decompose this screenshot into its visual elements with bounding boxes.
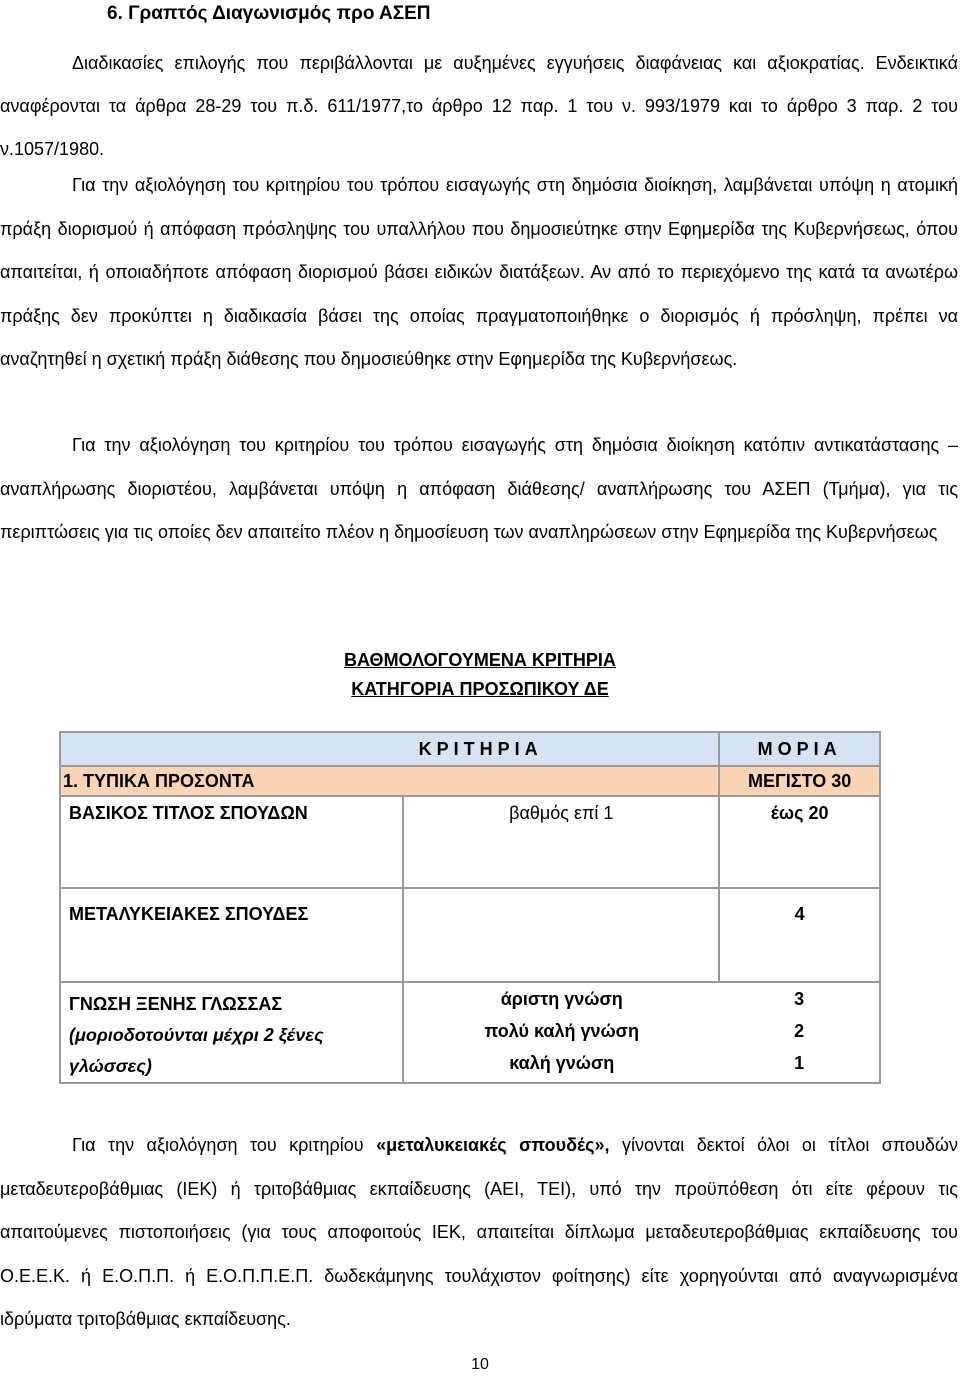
table-row — [60, 888, 880, 982]
table-title: ΒΑΘΜΟΛΟΓΟΥΜΕΝΑ ΚΡΙΤΗΡΙΑ — [344, 650, 616, 670]
section-heading: 6. Γραπτός Διαγωνισμός προ ΑΣΕΠ — [107, 3, 431, 24]
level-points: 2 — [794, 1020, 805, 1041]
level-name: καλή γνώση — [509, 1052, 615, 1073]
section-label: 1. ΤΥΠΙΚΑ ΠΡΟΣΟΝΤΑ — [60, 766, 719, 796]
language-cell — [60, 982, 403, 1083]
section-max: ΜΕΓΙΣΤΟ 30 — [719, 766, 880, 796]
level-row — [404, 1047, 879, 1079]
row-points: έως 20 — [719, 796, 880, 888]
table-subtitle: ΚΑΤΗΓΟΡΙΑ ΠΡΟΣΩΠΙΚΟΥ ΔΕ — [351, 679, 609, 699]
row-middle — [403, 888, 719, 982]
p4-start: Για την αξιολόγηση του κριτηρίου — [72, 1135, 377, 1155]
paragraph-selection-procedures: Διαδικασίες επιλογής που περιβάλλονται με αυξημένες εγγυήσεις διαφάνειας και αξιοκρατίας. Ενδεικτικά αναφέρονται τα άρθρα 28-29 του π.δ. 611/1977,το άρθρο 12 παρ. 1 του ν. 993/1979 και το άρθρο 3 παρ. 2 του ν.1057/1980. — [0, 53, 958, 159]
level-points: 3 — [794, 988, 805, 1009]
level-name: άριστη γνώση — [500, 988, 623, 1009]
p4-bold: «μεταλυκειακές σπουδές», — [376, 1135, 610, 1155]
table-row — [60, 796, 880, 888]
language-note: (μοριοδοτούνται μέχρι 2 ξένες γλώσσες) — [69, 1025, 324, 1076]
paragraph-post-secondary — [0, 1124, 958, 1342]
header-points: ΜΟΡΙΑ — [719, 732, 880, 766]
level-row — [404, 1015, 879, 1047]
page-number: 10 — [471, 1356, 489, 1373]
table-header-row — [60, 732, 880, 766]
paragraph-evaluation-appointment: Για την αξιολόγηση του κριτηρίου του τρόπου εισαγωγής στη δημόσια διοίκηση, λαμβάνεται υπόψη η ατομική πράξη διορισμού ή απόφαση πρόσληψης του υπαλλήλου που δημοσιεύτηκε στην Εφημερίδα της Κυβερνήσεως, όπου απαιτείται, ή οποιαδήποτε απόφαση διορισμού βάσει ειδικών διατάξεων. Αν από το περιεχόμενο της κατά τα ανωτέρω πράξης δεν προκύπτει η διαδικασία βάσει της οποίας πραγματοποιήθηκε ο διορισμός ή πρόσληψη, πρέπει να αναζητηθεί η σχετική πράξη διάθεσης που δημοσιεύθηκε στην Εφημερίδα της Κυβερνήσεως. — [0, 175, 958, 369]
level-row — [404, 983, 879, 1015]
language-row — [60, 982, 880, 1083]
level-name: πολύ καλή γνώση — [484, 1020, 639, 1041]
criteria-table — [59, 731, 881, 1084]
section-row — [60, 766, 880, 796]
language-levels-cell — [403, 982, 880, 1083]
row-middle: βαθμός επί 1 — [403, 796, 719, 888]
header-criteria: ΚΡΙΤΗΡΙΑ — [60, 732, 719, 766]
language-levels — [404, 983, 879, 1079]
row-label: ΒΑΣΙΚΟΣ ΤΙΤΛΟΣ ΣΠΟΥΔΩΝ — [60, 796, 403, 888]
p4-end: γίνονται δεκτοί όλοι οι τίτλοι σπουδών μεταδευτεροβάθμιας (ΙΕΚ) ή τριτοβάθμιας εκπαίδευσης (ΑΕΙ, ΤΕΙ), υπό την προϋπόθεση ότι είτε φέρουν τις απαιτούμενες πιστοποιήσεις (για τους αποφοιτούς ΙΕΚ, απαιτείται δίπλωμα μεταδευτεροβάθμιας εκπαίδευσης του Ο.Ε.Ε.Κ. ή Ε.Ο.Π.Π. ή Ε.Ο.Π.Π.Ε.Π. δωδεκάμηνης τουλάχιστον φοίτησης) είτε χορηγούνται από αναγνωρισμένα ιδρύματα τριτοβάθμιας εκπαίδευσης. — [0, 1135, 958, 1329]
row-label: ΜΕΤΑΛΥΚΕΙΑΚΕΣ ΣΠΟΥΔΕΣ — [60, 888, 403, 982]
paragraph-evaluation-replacement: Για την αξιολόγηση του κριτηρίου του τρόπου εισαγωγής στη δημόσια διοίκηση κατόπιν αντικατάστασης – αναπλήρωσης διοριστέου, λαμβάνεται υπόψη η απόφαση διάθεσης/ αναπλήρωσης του ΑΣΕΠ (Τμήμα), για τις περιπτώσεις για τις οποίες δεν απαιτείτο πλέον η δημοσίευση των αναπληρώσεων στην Εφημερίδα της Κυβερνήσεως — [0, 435, 958, 542]
row-points: 4 — [719, 888, 880, 982]
language-label: ΓΝΩΣΗ ΞΕΝΗΣ ΓΛΩΣΣΑΣ — [69, 994, 283, 1014]
level-points: 1 — [794, 1052, 805, 1073]
